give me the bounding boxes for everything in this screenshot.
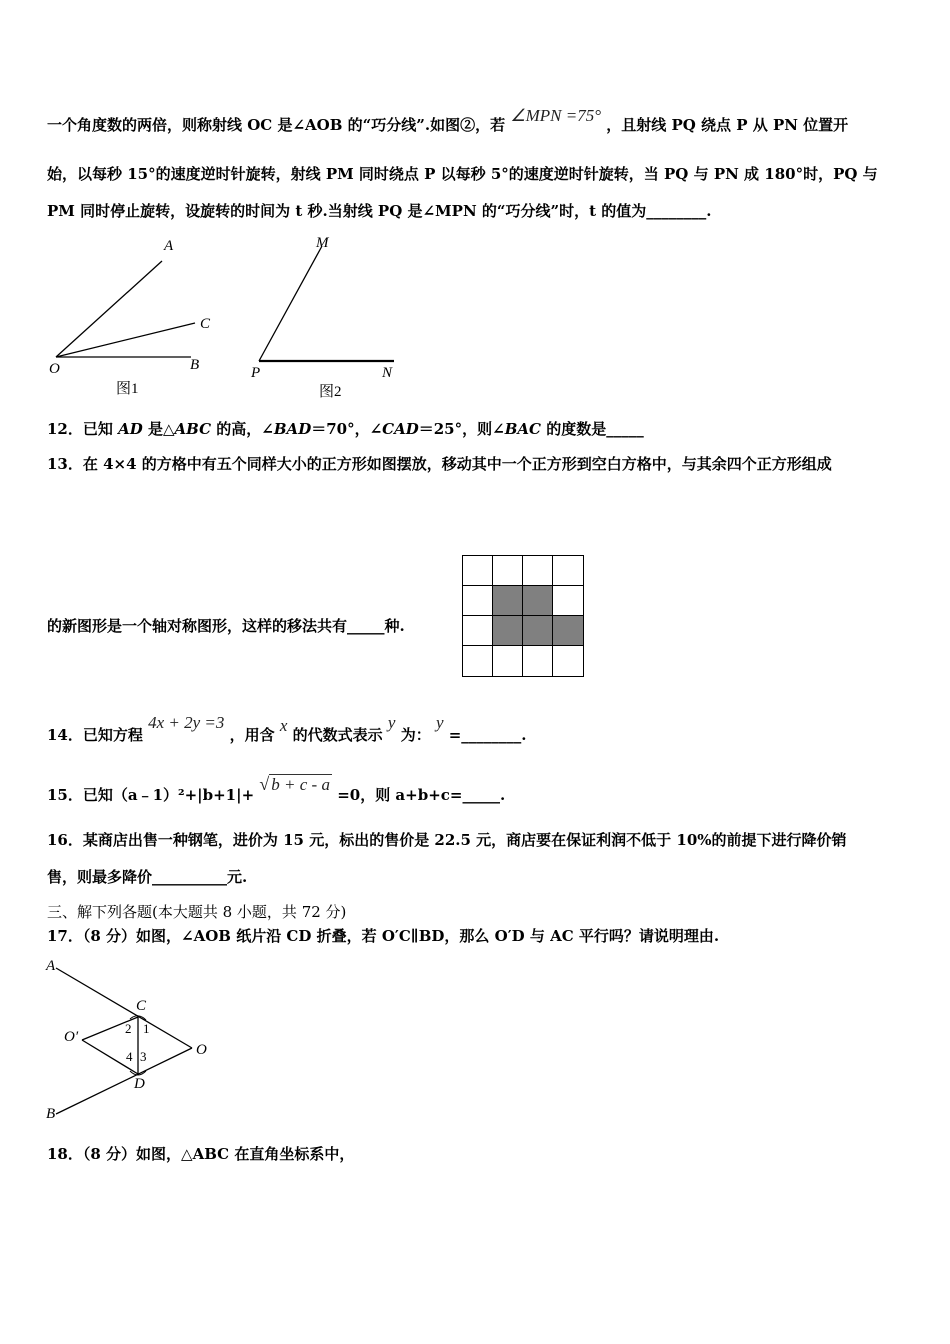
q14-text-2: ，用含 [229, 726, 275, 744]
empty-square [462, 585, 494, 617]
q14-text-4: 为： [400, 726, 431, 744]
empty-square [462, 615, 494, 647]
filled-square [492, 585, 524, 617]
empty-square [552, 555, 584, 587]
q11-line1 [47, 106, 849, 135]
label-o: O [49, 361, 60, 377]
label-o-fig3: O [196, 1042, 207, 1058]
empty-square [522, 555, 554, 587]
label-m: M [316, 235, 329, 251]
q11-line3: PM 同时停止旋转，设旋转的时间为 t 秒.当射线 PQ 是∠MPN 的“巧分线”时，t 的值为________. [47, 202, 712, 220]
q12-text-3: ＝70°，∠ [311, 420, 383, 438]
q14-y-1: y [387, 713, 396, 732]
q15-sqrt-arg: b + c - a [271, 775, 330, 794]
empty-square [552, 585, 584, 617]
q12-text-2: 的高，∠ [211, 420, 274, 438]
q11-text-b: ，且射线 PQ 绕点 P 从 PN 位置开 [606, 116, 849, 134]
figure-1 [40, 232, 230, 402]
ray-oa [56, 261, 162, 357]
filled-square [522, 615, 554, 647]
figure-2-caption: 图2 [319, 384, 342, 400]
empty-square [492, 555, 524, 587]
q12-number: 12．已知 [47, 420, 119, 438]
q14-text-3: 的代数式表示 [292, 726, 383, 744]
angle-3: 3 [140, 1049, 147, 1064]
label-p: P [251, 365, 261, 381]
label-oprime: O′ [64, 1029, 79, 1045]
q12-cad: CAD [382, 420, 419, 438]
label-a-fig3: A [46, 958, 56, 974]
q15 [47, 774, 506, 805]
ray-oc [56, 323, 195, 357]
q17: 17．（8 分）如图，∠AOB 纸片沿 CD 折叠，若 O′C∥BD，那么 O′D 与 AC 平行吗？请说明理由. [47, 927, 720, 945]
q12-ad: AD [118, 420, 143, 438]
q15-text-1: 15．已知（a﹣1）²+|b+1|+ [47, 786, 255, 804]
q11-text-a: 一个角度数的两倍，则称射线 OC 是∠AOB 的“巧分线”.如图②，若 [47, 116, 506, 134]
angle-4: 4 [126, 1049, 133, 1064]
empty-square [462, 645, 494, 677]
label-n: N [382, 365, 393, 381]
q12-text-5: 的度数是_____ [540, 420, 644, 438]
q12-text-4: ＝25°，则∠ [418, 420, 505, 438]
ray-pm [259, 246, 322, 361]
filled-square [522, 585, 554, 617]
q14-text-1: 14．已知方程 [47, 726, 143, 744]
label-b-fig3: B [46, 1106, 56, 1122]
empty-square [522, 645, 554, 677]
figure-1-caption: 图1 [116, 381, 139, 397]
q14-equation: 4x + 2y =3 [148, 713, 225, 732]
q15-text-2: =0，则 a+b+c=_____. [337, 786, 506, 804]
q12 [47, 419, 644, 439]
q14-x: x [279, 716, 288, 735]
angle-1: 1 [143, 1021, 150, 1036]
ray-ob-fig3 [56, 1048, 192, 1114]
section-3-heading: 三、解下列各题(本大题共 8 小题，共 72 分) [47, 903, 347, 921]
q12-bac: BAC [504, 420, 541, 438]
sqrt-sign: √ [259, 774, 270, 794]
q14-text-5: =________. [448, 726, 527, 744]
q16-line2: 售，则最多降价__________元. [47, 868, 248, 886]
empty-square [462, 555, 494, 587]
label-a: A [164, 238, 174, 254]
square-grid-4x4 [463, 556, 583, 676]
figure-2 [240, 232, 410, 402]
q12-abc: ABC [174, 420, 212, 438]
q12-text-1: 是△ [142, 420, 175, 438]
q11-line2: 始，以每秒 15°的速度逆时针旋转，射线 PM 同时绕点 P 以每秒 5°的速度逆时针旋转，当 PQ 与 PN 成 180°时，PQ 与 [47, 165, 878, 183]
empty-square [552, 645, 584, 677]
q18: 18．（8 分）如图，△ABC 在直角坐标系中， [47, 1145, 355, 1163]
label-d-fig3: D [134, 1076, 145, 1092]
q13-line1: 13．在 4×4 的方格中有五个同样大小的正方形如图摆放，移动其中一个正方形到空白方格中，与其余四个正方形组成 [47, 455, 832, 473]
label-c-fig3: C [136, 998, 147, 1014]
q12-bad: BAD [273, 420, 312, 438]
empty-square [492, 645, 524, 677]
angle-2: 2 [125, 1021, 132, 1036]
q16-line1: 16．某商店出售一种钢笔，进价为 15 元，标出的售价是 22.5 元，商店要在保证利润不低于 10%的前提下进行降价销 [47, 831, 847, 849]
q11-angle-formula: ∠MPN =75° [510, 106, 601, 125]
q13-line2: 的新图形是一个轴对称图形，这样的移法共有_____种. [47, 617, 405, 635]
filled-square [552, 615, 584, 647]
q14-y-2: y [435, 713, 444, 732]
filled-square [492, 615, 524, 647]
figure-3 [40, 955, 230, 1125]
label-b: B [190, 357, 200, 373]
q14 [47, 713, 527, 745]
label-c: C [200, 316, 211, 332]
q15-sqrt [259, 774, 332, 795]
